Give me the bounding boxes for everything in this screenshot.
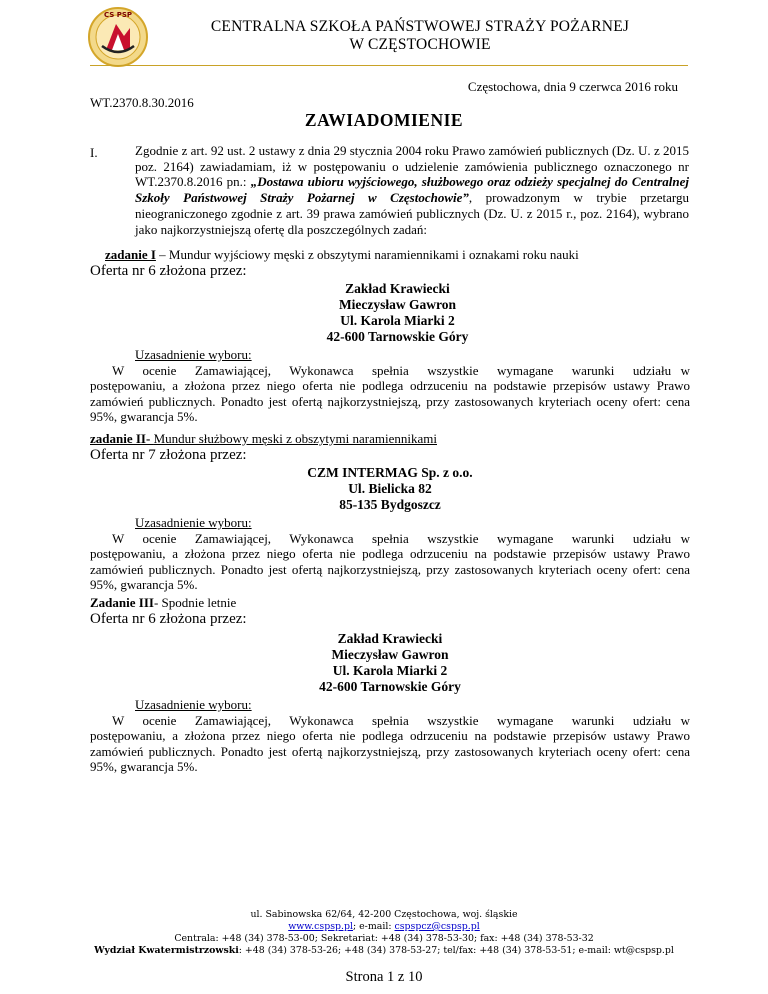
address-line: 85-135 Bydgoszcz: [339, 497, 441, 512]
justification-lead: W ocenie Zamawiającej, Wykonawca spełnia wszystkie wymagane warunki udziału: [112, 362, 672, 378]
email-prefix: ; e-mail:: [353, 921, 395, 932]
address-line: Zakład Krawiecki: [345, 281, 450, 296]
task-label: zadanie II-: [90, 431, 154, 446]
justification-text: [90, 531, 690, 593]
address-line: Mieczysław Gawron: [338, 297, 457, 312]
justification-rest: w postępowaniu, a złożona przez niego oferta nie podlega odrzuceniu na podstawie przepisów ustawy Prawo zamówień publicznych. Ponadto jest ofertą najkorzystniejszą, przy zastosowanych kryteriach oceny ofert: cena 95%, gwarancja 5%.: [90, 362, 691, 424]
justification-label: Uzasadnienie wyboru:: [135, 347, 252, 362]
task-label: zadanie I: [105, 247, 156, 262]
address-line: Ul. Karola Miarki 2: [340, 313, 455, 328]
department-label: Wydział Kwatermistrzowski: [94, 945, 239, 956]
justification-lead: W ocenie Zamawiającej, Wykonawca spełnia wszystkie wymagane warunki udziału: [112, 530, 672, 546]
justification-lead: W ocenie Zamawiającej, Wykonawca spełnia wszystkie wymagane warunki udziału: [112, 712, 672, 728]
reference-number: WT.2370.8.30.2016: [90, 95, 194, 110]
task-description: - Spodnie letnie: [153, 595, 237, 610]
address-line: 42-600 Tarnowskie Góry: [319, 679, 461, 694]
address-line: CZM INTERMAG Sp. z o.o.: [307, 465, 473, 480]
justification-label: Uzasadnienie wyboru:: [135, 515, 252, 530]
section-intro: [135, 143, 689, 237]
document-title: ZAWIADOMIENIE: [304, 110, 464, 130]
address-line: Mieczysław Gawron: [331, 647, 449, 662]
cspsp-logo: [86, 6, 150, 68]
task-1: [90, 247, 691, 425]
address-line: Zakład Krawiecki: [337, 631, 443, 646]
address-line: 42-600 Tarnowskie Góry: [326, 329, 469, 344]
footer-department: [0, 945, 768, 957]
justification-rest: w postępowaniu, a złożona przez niego oferta nie podlega odrzuceniu na podstawie przepisów ustawy Prawo zamówień publicznych. Ponadto jest ofertą najkorzystniejszą, przy zastosowanych kryteriach oceny ofert: cena 95%, gwarancja 5%.: [90, 530, 691, 592]
task-description: – Mundur wyjściowy męski z obszytymi naramiennikami i oznakami roku nauki: [155, 247, 579, 262]
justification-text: [90, 363, 690, 425]
task-description: Mundur służbowy męski z obszytymi naramiennikami: [153, 431, 437, 446]
department-contacts: : +48 (34) 378-53-26; +48 (34) 378-53-27; tel/fax: +48 (34) 378-53-51; e-mail: wt@cspsp.pl: [238, 945, 674, 956]
city-date: Częstochowa, dnia 9 czerwca 2016 roku: [467, 79, 678, 94]
justification-text: [90, 713, 690, 775]
offer-line: Oferta nr 6 złożona przez:: [90, 611, 247, 627]
institution-header: [180, 18, 660, 54]
task-label: Zadanie III: [90, 595, 154, 610]
svg-text:CS PSP: CS PSP: [103, 11, 133, 19]
contractor-address: [90, 631, 690, 695]
offer-line: Oferta nr 7 złożona przez:: [90, 447, 247, 463]
contractor-address: [90, 465, 690, 513]
procurement-subject: „Dostawa ubioru wyjściowego, służbowego oraz odzieży specjalnej do Centralnej Szkoły Państwowej Straży Pożarnej w Częstochowie”: [135, 174, 689, 206]
page-number: Strona 1 z 10: [345, 969, 423, 985]
header-divider: [90, 65, 688, 66]
intro-text: Zgodnie z art. 92 ust. 2 ustawy z dnia 29 stycznia 2004 roku Prawo zamówień publicznych (Dz. U. z 2015 poz. 2164) zawiadamiam, iż w postępowaniu o udzielenie zamówienia publicznego oznaczonego nr WT.2370.8.2016 pn.:: [135, 143, 689, 190]
institution-name: CENTRALNA SZKOŁA PAŃSTWOWEJ STRAŻY POŻARNEJ: [210, 18, 630, 35]
address-line: Ul. Karola Miarki 2: [332, 663, 448, 678]
address-line: Ul. Bielicka 82: [348, 481, 432, 496]
justification-rest: w postępowaniu, a złożona przez niego oferta nie podlega odrzuceniu na podstawie przepisów ustawy Prawo zamówień publicznych. Ponadto jest ofertą najkorzystniejszą, przy zastosowanych kryteriach oceny ofert: cena 95%, gwarancja 5%.: [90, 712, 691, 774]
footer-address: ul. Sabinowska 62/64, 42-200 Częstochowa, woj. śląskie: [250, 909, 518, 920]
page-footer: [0, 909, 768, 957]
justification-label: Uzasadnienie wyboru:: [135, 697, 252, 712]
intro-rest: , prowadzonym w trybie przetargu nieograniczonego zgodnie z art. 39 prawa zamówień publicznych (Dz. U. z 2015 r., poz. 2164), wybrano jako najkorzystniejszą ofertę dla poszczególnych zadań:: [135, 190, 689, 237]
footer-links: [0, 921, 768, 933]
task-2: [90, 431, 690, 593]
institution-city: W CZĘSTOCHOWIE: [349, 36, 491, 53]
footer-phones: Centrala: +48 (34) 378-53-00; Sekretariat: +48 (34) 378-53-30; fax: +48 (34) 378-53-32: [174, 933, 594, 944]
task-heading: [90, 595, 690, 611]
task-heading: [105, 247, 690, 263]
offer-line: Oferta nr 6 złożona przez:: [90, 263, 247, 279]
task-heading: [90, 431, 690, 447]
website-link[interactable]: www.cspsp.pl: [288, 921, 353, 932]
contractor-address: [105, 281, 690, 345]
section-number: I.: [90, 145, 98, 160]
task-3: [90, 595, 690, 775]
email-link[interactable]: cspspcz@cspsp.pl: [394, 921, 480, 932]
